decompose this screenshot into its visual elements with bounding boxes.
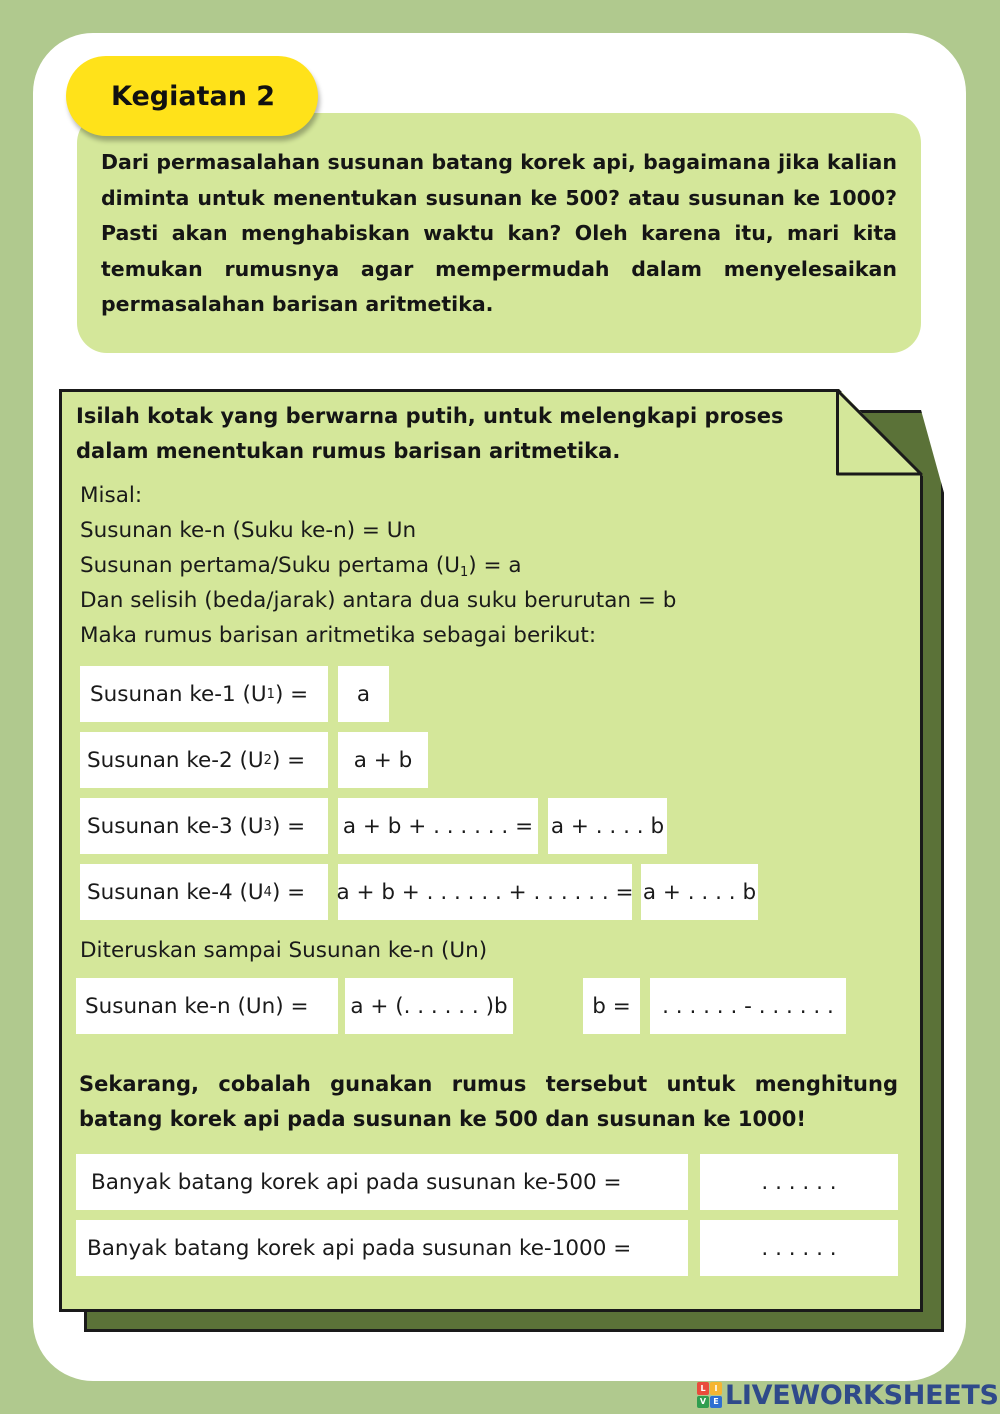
answer-500-box[interactable]: . . . . . . — [700, 1154, 898, 1210]
formula-intro: Maka rumus barisan aritmetika sebagai berikut: — [80, 623, 597, 648]
continue-text: Diteruskan sampai Susunan ke-n (Un) — [80, 938, 488, 963]
intro-panel — [77, 113, 921, 353]
activity-title: Kegiatan 2 — [111, 80, 276, 112]
general-expr-box[interactable]: a + (. . . . . . )b — [345, 978, 513, 1034]
logo-icon-letter: V — [697, 1396, 709, 1409]
row-2-expr-box[interactable]: a + b — [338, 732, 428, 788]
logo-icon-letter: E — [710, 1396, 722, 1409]
row-1-label: Susunan ke-1 (U 1 ) = — [80, 666, 328, 722]
closing-text: Sekarang, cobalah gunakan rumus tersebut untuk menghitung batang korek api pada susunan ke 500 dan susunan ke 1000! — [79, 1072, 898, 1131]
row-4-expr-box[interactable]: a + b + . . . . . . + . . . . . . = — [338, 864, 632, 920]
answer-1000-box[interactable]: . . . . . . — [700, 1220, 898, 1276]
definition-un: Susunan ke-n (Suku ke-n) = Un — [80, 518, 417, 543]
liveworksheets-logo[interactable] — [697, 1378, 999, 1412]
answer-1000-label: Banyak batang korek api pada susunan ke-1000 = — [76, 1220, 688, 1276]
logo-icon-letter: L — [697, 1382, 709, 1395]
instruction-text: Isilah kotak yang berwarna putih, untuk melengkapi proses dalam menentukan rumus barisan aritmetika. — [76, 404, 784, 463]
row-4-result-box[interactable]: a + . . . . b — [641, 864, 758, 920]
answer-500-label: Banyak batang korek api pada susunan ke-500 = — [76, 1154, 688, 1210]
activity-title-tag — [66, 56, 318, 136]
row-4-label: Susunan ke-4 (U 4 ) = — [80, 864, 328, 920]
logo-icon-letter: I — [710, 1382, 722, 1395]
general-label: Susunan ke-n (Un) = — [76, 978, 338, 1034]
definition-u1: Susunan pertama/Suku pertama $(U_1) = a$ — [80, 553, 522, 580]
row-3-result-box[interactable]: a + . . . . b — [548, 798, 667, 854]
intro-text: Dari permasalahan susunan batang korek api, bagaimana jika kalian diminta untuk menentukan susunan ke 500? atau susunan ke 1000? Pasti akan menghabiskan waktu kan? Oleh karena itu, mari kita temukan rumusnya agar mempermudah dalam menyelesaikan permasalahan barisan aritmetika. — [101, 150, 897, 316]
row-2-label: Susunan ke-2 (U 2 ) = — [80, 732, 328, 788]
definition-b: Dan selisih (beda/jarak) antara dua suku berurutan = b — [80, 588, 677, 613]
b-label-box: b = — [583, 978, 640, 1034]
misal-label: Misal: — [80, 483, 143, 508]
page-fold-corner — [836, 389, 923, 476]
liveworksheets-logo-icon — [697, 1382, 722, 1408]
row-3-expr-box[interactable]: a + b + . . . . . . = — [338, 798, 538, 854]
row-1-expr-box[interactable]: a — [338, 666, 389, 722]
row-3-label: Susunan ke-3 (U 3 ) = — [80, 798, 328, 854]
liveworksheets-logo-text: LIVEWORKSHEETS — [725, 1379, 999, 1411]
b-value-box[interactable]: . . . . . . - . . . . . . — [650, 978, 846, 1034]
